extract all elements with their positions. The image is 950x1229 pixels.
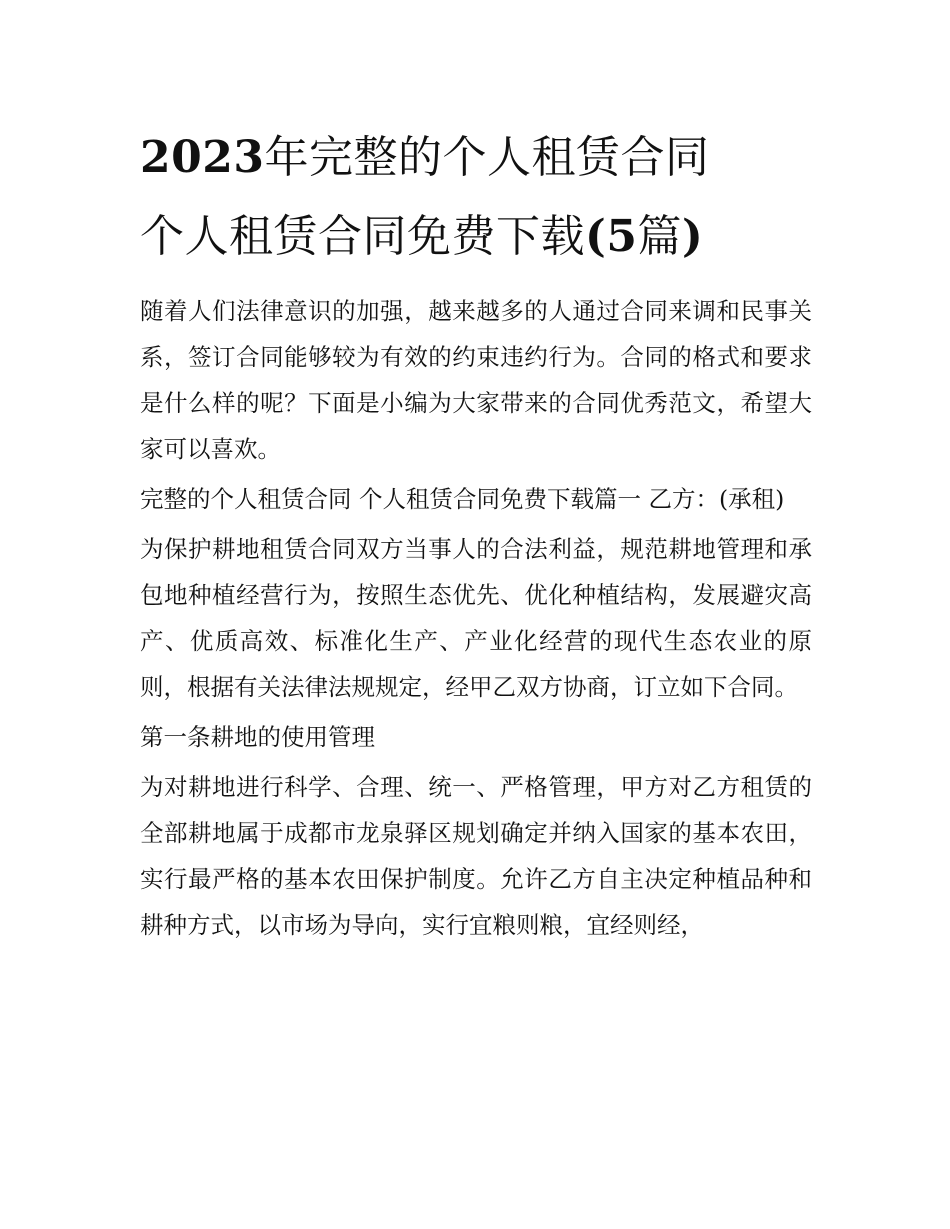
title-line-2-text: 个人租赁合同免费下载 [140, 211, 585, 262]
paragraph-article-one-body: 为对耕地进行科学、合理、统一、严格管理，甲方对乙方租赁的全部耕地属于成都市龙泉驿区规划确定并纳入国家的基本农田，实行最严格的基本农田保护制度。允许乙方自主决定种植品种和耕种方式，以市场为导向，实行宜粮则粮，宜经则经， [140, 773, 812, 939]
title-line-2 [140, 197, 812, 276]
title-line-1-text: 年完整的个人租赁合同 [264, 132, 710, 183]
paragraph-section-heading: 完整的个人租赁合同 个人租赁合同免费下载篇一 乙方：(承租) [140, 485, 785, 513]
title-year: 2023 [140, 132, 265, 183]
title-count-open: (5 [585, 211, 638, 262]
document-title [140, 118, 812, 276]
paragraph-purpose: 为保护耕地租赁合同双方当事人的合法利益，规范耕地管理和承包地种植经营行为，按照生态优先、优化种植结构，发展避灾高产、优质高效、标准化生产、产业化经营的现代生态农业的原则，根据有关法律法规规定，经甲乙双方协商，订立如下合同。 [140, 535, 812, 701]
paragraph-intro: 随着人们法律意识的加强，越来越多的人通过合同来调和民事关系，签订合同能够较为有效的约束违约行为。合同的格式和要求是什么样的呢？下面是小编为大家带来的合同优秀范文，希望大家可以喜欢。 [140, 297, 812, 463]
title-count-close: ) [681, 211, 704, 262]
document-content [140, 118, 812, 952]
title-count-word: 篇 [637, 211, 682, 262]
document-body [140, 288, 812, 948]
title-line-1 [140, 118, 812, 197]
paragraph-article-one-heading: 第一条耕地的使用管理 [140, 723, 375, 751]
